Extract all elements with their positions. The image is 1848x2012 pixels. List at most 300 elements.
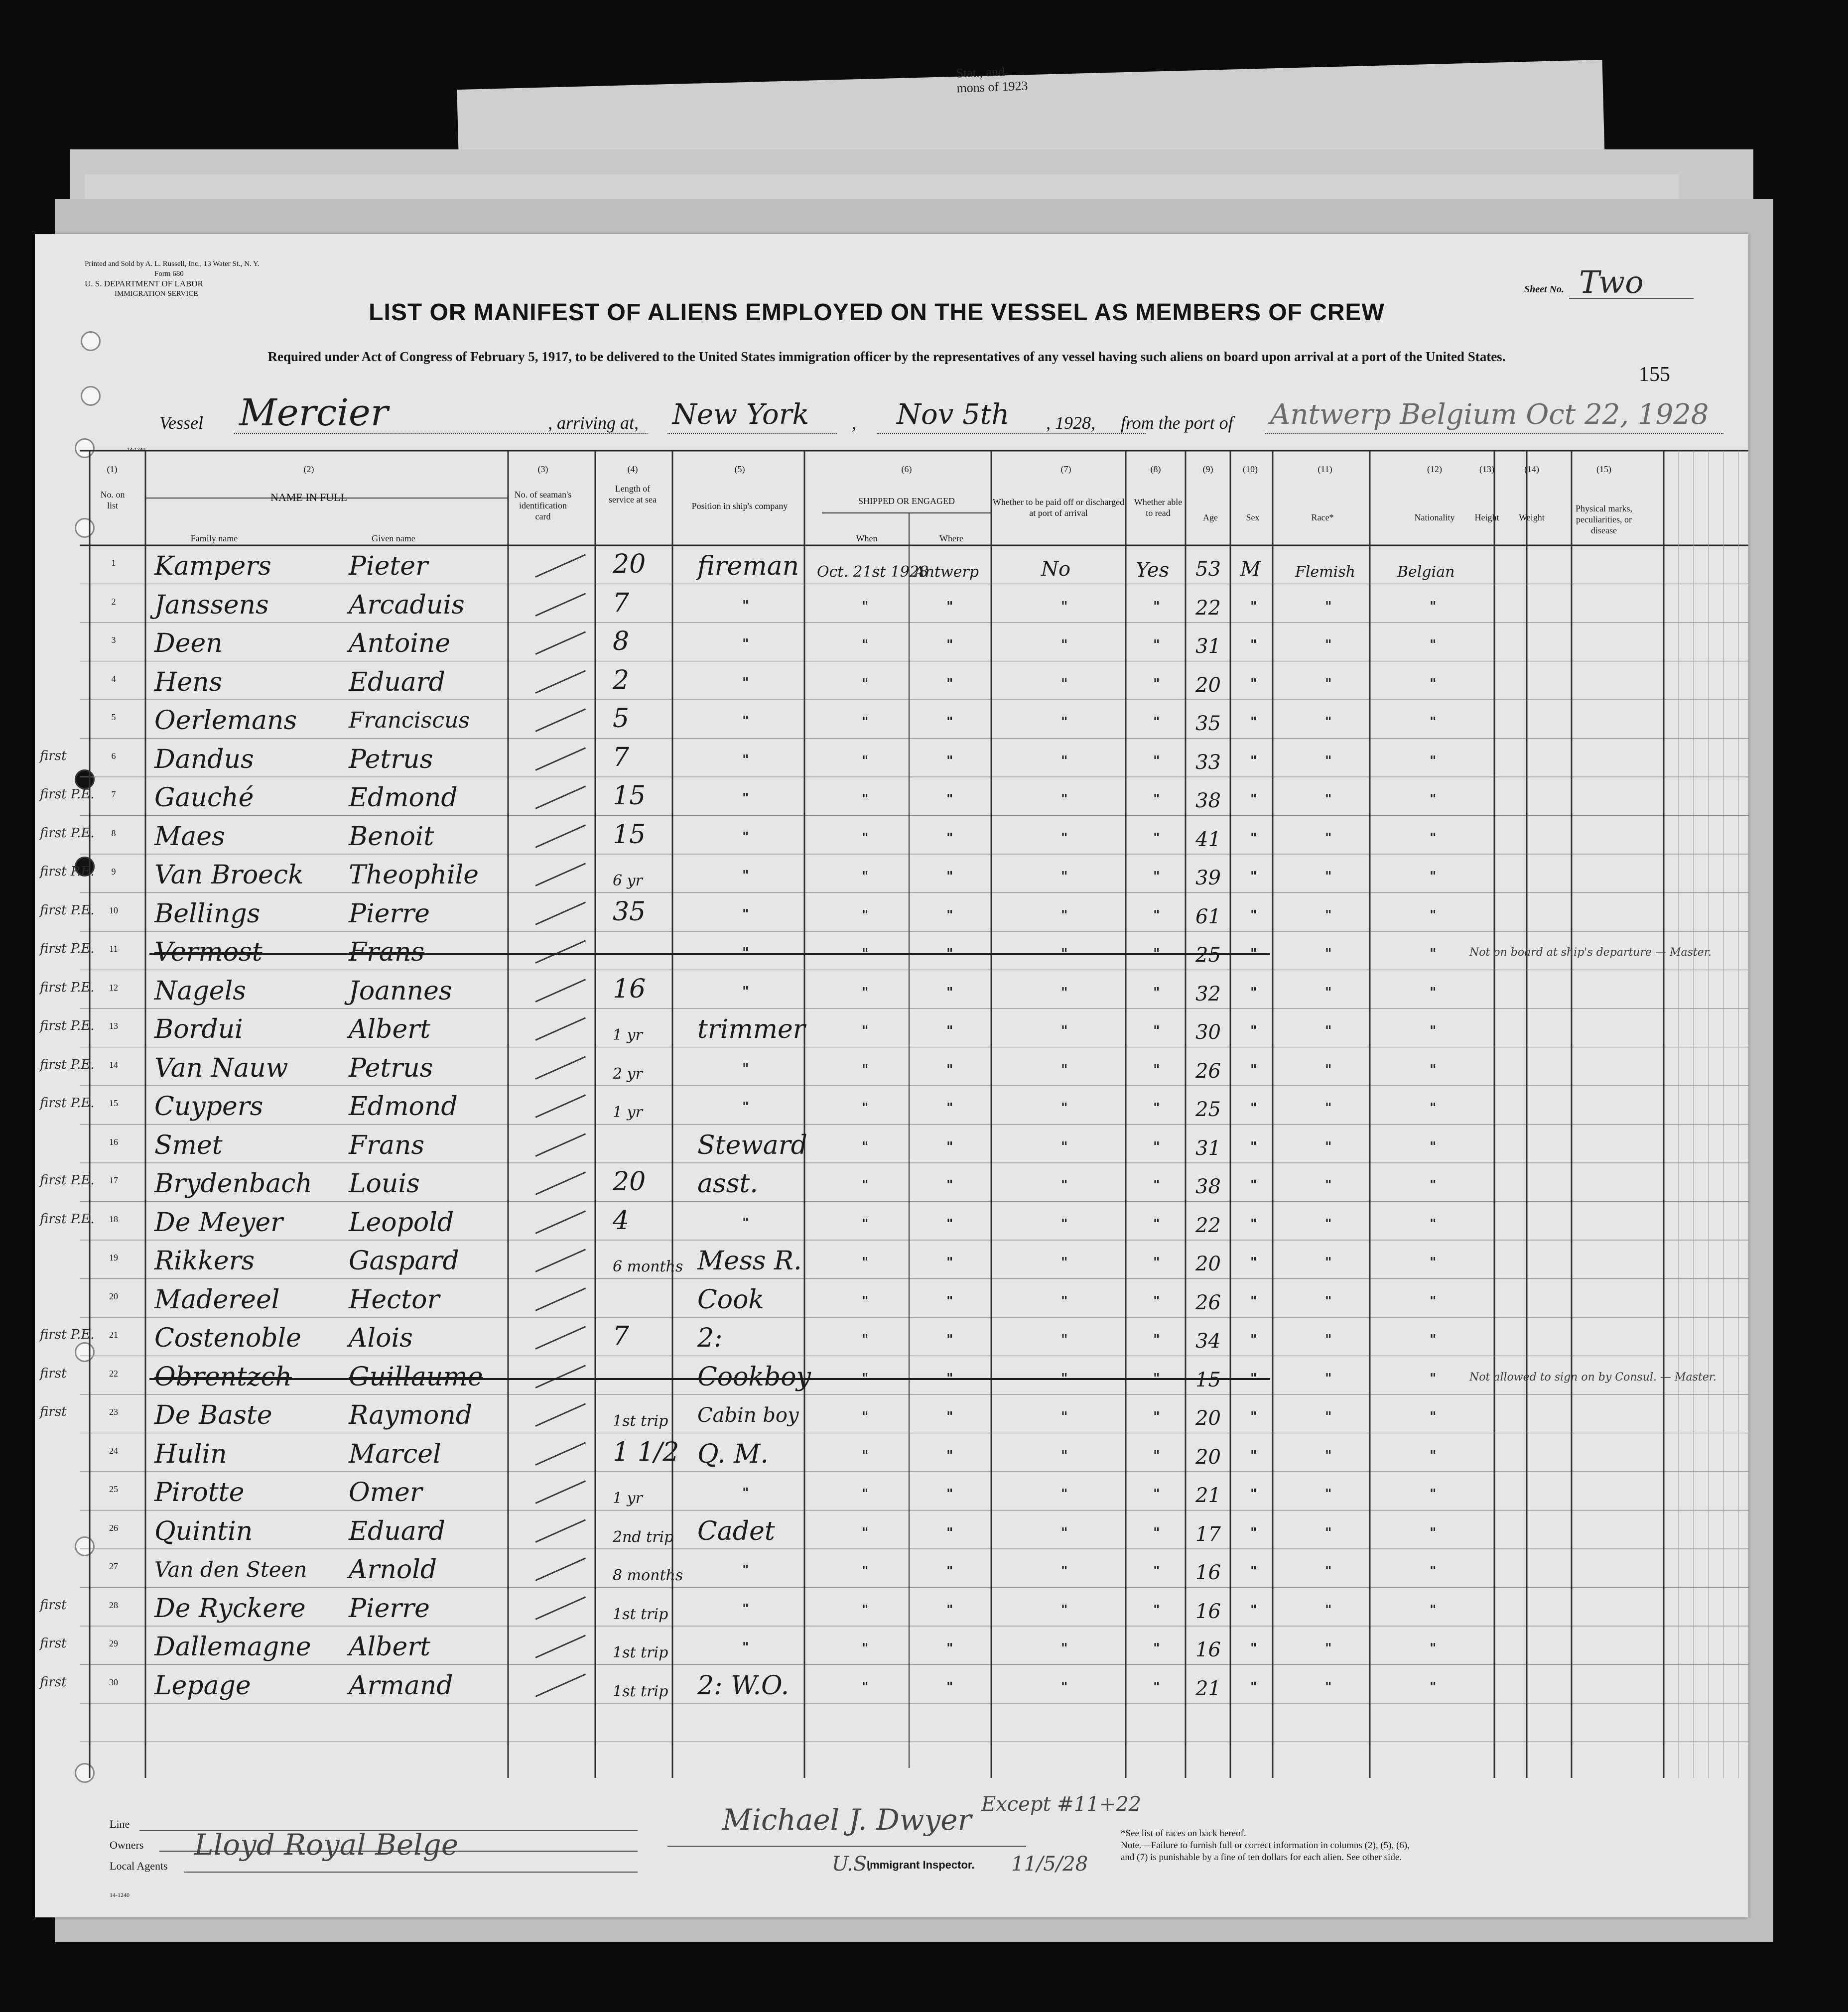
paid-ditto: "	[1061, 1525, 1068, 1540]
read-ditto: "	[1153, 1062, 1160, 1077]
sheet-number-value: Two	[1579, 264, 1644, 300]
service-length: 7	[613, 742, 630, 772]
service-length: 6 yr	[613, 872, 643, 889]
read-ditto: "	[1153, 637, 1160, 652]
race-ditto: "	[1325, 792, 1332, 807]
read-ditto: "	[1153, 830, 1160, 846]
race-ditto: "	[1325, 1139, 1332, 1154]
inspector-label: Immigrant Inspector.	[867, 1859, 975, 1871]
read-ditto: "	[1153, 1178, 1160, 1193]
nationality-ditto: "	[1430, 1139, 1437, 1154]
id-card-dash	[535, 940, 586, 963]
race-ditto: "	[1325, 1023, 1332, 1038]
owners-label: Owners	[110, 1839, 144, 1851]
sheet-number-underline	[1569, 298, 1694, 299]
given-name: Leopold	[349, 1207, 454, 1238]
id-card-dash	[535, 631, 586, 654]
position: Cookboy	[697, 1362, 811, 1392]
row-number: 3	[111, 635, 116, 645]
when-ditto: "	[862, 1641, 869, 1656]
given-name: Hector	[349, 1284, 440, 1315]
port-underline	[667, 433, 837, 434]
paid-ditto: "	[1061, 1409, 1068, 1424]
age: 38	[1195, 1175, 1221, 1198]
row-number: 20	[109, 1291, 118, 1301]
age: 22	[1195, 1214, 1221, 1237]
when-ditto: "	[862, 1255, 869, 1270]
read-ditto: "	[1153, 946, 1160, 961]
where-ditto: "	[946, 1679, 953, 1695]
col-header-position: Position in ship's company	[691, 501, 788, 511]
paid-ditto: "	[1061, 753, 1068, 768]
read-ditto: "	[1153, 1409, 1160, 1424]
sex-ditto: "	[1250, 1602, 1257, 1618]
family-name: Van Nauw	[154, 1053, 288, 1083]
sex-ditto: "	[1250, 1293, 1257, 1309]
age: 41	[1195, 828, 1221, 851]
age: 16	[1195, 1600, 1221, 1623]
col-header-given: Given name	[372, 533, 415, 543]
position-ditto: "	[742, 1601, 749, 1617]
col-header-age: Age	[1203, 512, 1218, 522]
age: 53	[1195, 558, 1221, 581]
col-num-15: (15)	[1596, 464, 1611, 474]
service-length: 1st trip	[613, 1682, 668, 1700]
family-name: Quintin	[154, 1516, 253, 1546]
service-length: 15	[613, 819, 646, 850]
position: Cook	[697, 1284, 764, 1315]
agents-underline	[184, 1872, 638, 1873]
race-ditto: "	[1325, 946, 1332, 961]
family-name: Deen	[154, 629, 223, 658]
row-number: 14	[109, 1059, 118, 1070]
nationality-ditto: "	[1430, 1178, 1437, 1193]
row-number: 23	[109, 1407, 118, 1417]
id-card-dash	[535, 747, 586, 770]
service-length: 8 months	[613, 1567, 683, 1584]
read-ditto: "	[1153, 1641, 1160, 1656]
row-number: 1	[111, 558, 116, 568]
sex-ditto: "	[1250, 599, 1257, 614]
where-ditto: "	[946, 1255, 953, 1270]
race-ditto: "	[1325, 1255, 1332, 1270]
race-ditto: "	[1325, 1178, 1332, 1193]
position: asst.	[697, 1169, 758, 1199]
col-num-14: (14)	[1524, 464, 1539, 474]
when-ditto: "	[862, 1564, 869, 1579]
row-margin-note: first P.E.	[40, 825, 95, 841]
sex-ditto: "	[1250, 1641, 1257, 1656]
sex-ditto: "	[1250, 1679, 1257, 1695]
inspector-underline	[667, 1846, 1026, 1847]
position-ditto: "	[742, 1100, 749, 1115]
given-name: Benoit	[349, 821, 434, 852]
position: 2:	[697, 1323, 723, 1353]
row-number: 11	[109, 944, 118, 954]
race-ditto: "	[1325, 715, 1332, 730]
id-card-dash	[535, 863, 586, 886]
nationality-ditto: "	[1430, 1216, 1437, 1232]
paid-ditto: "	[1061, 1602, 1068, 1618]
age: 20	[1195, 1407, 1221, 1430]
row-margin-note: first	[40, 1404, 67, 1419]
nationality-ditto: "	[1430, 792, 1437, 807]
when-ditto: "	[862, 1178, 869, 1193]
nationality-ditto: "	[1430, 1679, 1437, 1695]
family-name: Hens	[154, 667, 223, 697]
races-note: *See list of races on back hereof.	[1121, 1828, 1246, 1839]
given-name: Joannes	[349, 976, 452, 1006]
row-strike-line	[149, 953, 1270, 955]
nationality-ditto: "	[1430, 753, 1437, 768]
family-name: Dallemagne	[154, 1632, 311, 1662]
id-card-dash	[535, 593, 586, 616]
date-underline	[877, 433, 1146, 434]
paid-ditto: "	[1061, 907, 1068, 923]
where-ditto: "	[946, 637, 953, 652]
age: 30	[1195, 1021, 1221, 1044]
family-name: Hulin	[154, 1439, 227, 1469]
id-card-dash	[535, 1171, 586, 1195]
line-label: Line	[110, 1818, 130, 1830]
punch-hole	[75, 438, 95, 458]
race-ditto: "	[1325, 1679, 1332, 1695]
when-ditto: "	[862, 1062, 869, 1077]
service-length: 2	[613, 665, 630, 695]
position-ditto: "	[742, 598, 749, 613]
id-card-dash	[535, 1287, 586, 1311]
departure-port: Antwerp Belgium Oct 22, 1928	[1270, 398, 1709, 431]
sex-ditto: "	[1250, 1332, 1257, 1347]
sex-ditto: "	[1250, 907, 1257, 923]
row-margin-note: first	[40, 748, 67, 763]
col-num-8: (8)	[1150, 464, 1161, 474]
vessel-label: Vessel	[159, 413, 203, 433]
row-margin-note: first	[40, 1597, 67, 1613]
age: 20	[1195, 1253, 1221, 1275]
sex-ditto: "	[1250, 1371, 1257, 1386]
when-ditto: "	[862, 1602, 869, 1618]
row-number: 26	[109, 1522, 118, 1533]
family-name: Van den Steen	[154, 1557, 307, 1582]
col-num-6: (6)	[901, 464, 912, 474]
position-ditto: "	[742, 752, 749, 767]
arriving-label: , arriving at,	[548, 413, 639, 433]
age: 61	[1195, 905, 1221, 928]
given-name: Frans	[349, 1130, 425, 1160]
row-margin-note: first	[40, 1366, 67, 1381]
family-name: Kampers	[154, 551, 271, 581]
paid-ditto: "	[1061, 830, 1068, 846]
given-name: Guillaume	[349, 1362, 483, 1392]
when-ditto: "	[862, 792, 869, 807]
punch-hole	[75, 1536, 95, 1556]
nationality-ditto: "	[1430, 599, 1437, 614]
age: 26	[1195, 1291, 1221, 1314]
where-ditto: "	[946, 1564, 953, 1579]
read-ditto: "	[1153, 1448, 1160, 1463]
row-number: 12	[109, 982, 118, 993]
paid-ditto: "	[1061, 1255, 1068, 1270]
row-strike-line	[149, 1378, 1270, 1380]
nationality-ditto: "	[1430, 1602, 1437, 1618]
service-length: 1 yr	[613, 1490, 643, 1507]
where-ditto: "	[946, 1409, 953, 1424]
punch-hole	[81, 386, 101, 406]
where-ditto: "	[946, 1602, 953, 1618]
col-header-shipped: SHIPPED OR ENGAGED	[858, 496, 955, 506]
service-length: 35	[613, 896, 646, 927]
given-name: Alois	[349, 1323, 413, 1353]
sex-ditto: "	[1250, 1178, 1257, 1193]
when-ditto: "	[862, 1139, 869, 1154]
row-margin-note: first P.E.	[40, 902, 95, 918]
age: 15	[1195, 1368, 1221, 1391]
age: 16	[1195, 1561, 1221, 1584]
race-ditto: "	[1325, 1641, 1332, 1656]
sex-ditto: "	[1250, 1101, 1257, 1116]
age: 39	[1195, 867, 1221, 889]
page-stamp-number: 155	[1639, 363, 1670, 386]
col-header-sex: Sex	[1246, 512, 1260, 522]
arrival-date: Nov 5th	[897, 398, 1010, 431]
sex-ditto: "	[1250, 715, 1257, 730]
nationality-ditto: "	[1430, 1023, 1437, 1038]
punch-hole	[75, 1763, 95, 1783]
sex-ditto: "	[1250, 869, 1257, 884]
when-ditto: "	[862, 715, 869, 730]
agents-signature: Lloyd Royal Belge	[194, 1828, 459, 1862]
row-margin-note: first P.E.	[40, 1057, 95, 1072]
col-num-3: (3)	[537, 464, 548, 474]
nationality-ditto: "	[1430, 1293, 1437, 1309]
punch-hole	[75, 518, 95, 538]
race-ditto: "	[1325, 907, 1332, 923]
nationality-ditto: "	[1430, 907, 1437, 923]
row-margin-note: first P.E.	[40, 980, 95, 995]
when-ditto: "	[862, 946, 869, 961]
read-ditto: "	[1153, 907, 1160, 923]
given-name: Pierre	[349, 898, 430, 929]
id-card-dash	[535, 785, 586, 809]
race-ditto: "	[1325, 830, 1332, 846]
where-ditto: "	[946, 946, 953, 961]
row-margin-note: first P.E.	[40, 1018, 95, 1033]
service-length: 1 1/2	[613, 1437, 679, 1467]
read-ditto: "	[1153, 869, 1160, 884]
where-ditto: "	[946, 1448, 953, 1463]
row-number: 27	[109, 1561, 118, 1571]
read-ditto: "	[1153, 792, 1160, 807]
read-ditto: "	[1153, 1139, 1160, 1154]
sex-ditto: "	[1250, 1139, 1257, 1154]
family-name: Dandus	[154, 744, 254, 774]
age: 22	[1195, 596, 1221, 620]
col-num-1: (1)	[107, 464, 118, 474]
id-card-dash	[535, 1403, 586, 1426]
sex-ditto: "	[1250, 1023, 1257, 1038]
family-name: Madereel	[154, 1284, 280, 1315]
service: IMMIGRATION SERVICE	[115, 290, 198, 298]
sex-ditto: "	[1250, 1062, 1257, 1077]
nationality-ditto: "	[1430, 1564, 1437, 1579]
given-name: Pierre	[349, 1593, 430, 1624]
race-ditto: "	[1325, 637, 1332, 652]
col-num-5: (5)	[734, 464, 745, 474]
paid-ditto: "	[1061, 715, 1068, 730]
nationality-ditto: "	[1430, 1255, 1437, 1270]
read-ditto: "	[1153, 1564, 1160, 1579]
row-margin-note: first P.E.	[40, 1327, 95, 1342]
where-ditto: "	[946, 1178, 953, 1193]
nationality-ditto: "	[1430, 1409, 1437, 1424]
paid-ditto: "	[1061, 1564, 1068, 1579]
given-name: Raymond	[349, 1400, 473, 1430]
paid-ditto: "	[1061, 1101, 1068, 1116]
col-num-2: (2)	[303, 464, 314, 474]
age: 26	[1195, 1059, 1221, 1083]
row-margin-note: first	[40, 1636, 67, 1651]
col-num-9: (9)	[1202, 464, 1213, 474]
id-card-dash	[535, 1326, 586, 1349]
position-ditto: "	[742, 714, 749, 729]
where-ditto: "	[946, 1101, 953, 1116]
background-stamp: Stat., and mons of 1923	[955, 64, 1028, 96]
position-ditto: "	[742, 675, 749, 690]
sex-ditto: "	[1250, 1255, 1257, 1270]
when-ditto: "	[862, 599, 869, 614]
where-ditto: "	[946, 1641, 953, 1656]
sex-ditto: "	[1250, 1216, 1257, 1232]
family-name: Maes	[154, 821, 225, 852]
row-margin-note: first P.E.	[40, 864, 95, 879]
family-name: De Ryckere	[154, 1593, 306, 1624]
col-header-race: Race*	[1311, 512, 1334, 522]
service-length: 5	[613, 704, 630, 734]
family-name: Gauché	[154, 783, 254, 813]
where-ditto: "	[946, 792, 953, 807]
read-ditto: "	[1153, 1679, 1160, 1695]
family-name: Costenoble	[154, 1323, 301, 1353]
paid-ditto: "	[1061, 1371, 1068, 1386]
read-ditto: "	[1153, 715, 1160, 730]
col-header-nationality: Nationality	[1414, 512, 1455, 522]
sheet-number-label: Sheet No.	[1524, 284, 1564, 295]
given-name: Theophile	[349, 860, 479, 890]
paid-ditto: "	[1061, 676, 1068, 691]
id-card-dash	[535, 1094, 586, 1118]
race-ditto: "	[1325, 1293, 1332, 1309]
where-ditto: "	[946, 1525, 953, 1540]
read-ditto: "	[1153, 1371, 1160, 1386]
col-header-no: No. on list	[100, 490, 125, 510]
penalty-note: Note.—Failure to furnish full or correct information in columns (2), (5), (6), and (7) is punishable by a fine of ten dollars for each alien. See other side.	[1121, 1840, 1410, 1863]
position-ditto: "	[742, 1640, 749, 1655]
race-ditto: "	[1325, 1216, 1332, 1232]
age: 25	[1195, 1098, 1221, 1121]
col-num-7: (7)	[1060, 464, 1071, 474]
position: Cadet	[697, 1516, 775, 1546]
service-length: 1 yr	[613, 1026, 643, 1044]
age: 21	[1195, 1677, 1221, 1700]
service-length: 7	[613, 1321, 630, 1351]
read-ditto: "	[1153, 1101, 1160, 1116]
nationality-ditto: "	[1430, 1371, 1437, 1386]
id-card-dash	[535, 1133, 586, 1156]
bottom-form-code: 14-1240	[110, 1891, 130, 1898]
age: 31	[1195, 635, 1221, 658]
position-ditto: "	[742, 868, 749, 883]
when-ditto: "	[862, 1293, 869, 1309]
family-name: Cuypers	[154, 1092, 264, 1122]
arrival-port: New York	[672, 398, 809, 431]
race-ditto: "	[1325, 753, 1332, 768]
nationality-ditto: "	[1430, 1448, 1437, 1463]
inspector-date: 11/5/28	[1011, 1853, 1088, 1876]
when-ditto: "	[862, 1487, 869, 1502]
row-margin-note: first P.E.	[40, 1173, 95, 1188]
age: 16	[1195, 1638, 1221, 1661]
nationality-ditto: "	[1430, 1487, 1437, 1502]
vessel-row	[159, 391, 1753, 438]
vessel-name: Mercier	[239, 391, 389, 434]
row-number: 7	[111, 789, 116, 799]
when-ditto: "	[862, 830, 869, 846]
race-ditto: "	[1325, 1487, 1332, 1502]
row-number: 15	[109, 1098, 118, 1108]
nationality: Belgian	[1397, 563, 1455, 581]
read-ditto: "	[1153, 1293, 1160, 1309]
given-name: Petrus	[349, 1053, 433, 1083]
col-header-paid-off: Whether to be paid off or discharged at port of arrival	[992, 497, 1125, 518]
row-remark: Not allowed to sign on by Consul. — Master.	[1469, 1371, 1716, 1383]
family-name: De Meyer	[154, 1207, 283, 1238]
where-ditto: "	[946, 1062, 953, 1077]
row-number: 16	[109, 1136, 118, 1147]
position-ditto: "	[742, 636, 749, 651]
family-name: De Baste	[154, 1400, 272, 1430]
age: 21	[1195, 1484, 1221, 1507]
col-header-family: Family name	[190, 533, 238, 543]
read-ditto: "	[1153, 1525, 1160, 1540]
where-ditto: "	[946, 1293, 953, 1309]
race-ditto: "	[1325, 599, 1332, 614]
where-ditto: "	[946, 676, 953, 691]
nationality-ditto: "	[1430, 676, 1437, 691]
nationality-ditto: "	[1430, 869, 1437, 884]
given-name: Arnold	[349, 1555, 437, 1585]
nationality-ditto: "	[1430, 946, 1437, 961]
paid-ditto: "	[1061, 1062, 1068, 1077]
service-length: 4	[613, 1205, 630, 1236]
given-name: Pieter	[349, 551, 428, 581]
id-card-dash	[535, 901, 586, 925]
id-card-dash	[535, 1635, 586, 1658]
age: 17	[1195, 1522, 1221, 1546]
when-ditto: "	[862, 907, 869, 923]
race-ditto: "	[1325, 985, 1332, 1000]
paid-ditto: "	[1061, 637, 1068, 652]
when-ditto: "	[862, 869, 869, 884]
inspector-prefix: U.S.	[832, 1853, 873, 1876]
agents-label: Local Agents	[110, 1860, 168, 1872]
sex-ditto: "	[1250, 1487, 1257, 1502]
service-length: 15	[613, 781, 646, 811]
given-name: Petrus	[349, 744, 433, 774]
race-ditto: "	[1325, 869, 1332, 884]
sex-ditto: "	[1250, 1525, 1257, 1540]
sex-ditto: "	[1250, 792, 1257, 807]
